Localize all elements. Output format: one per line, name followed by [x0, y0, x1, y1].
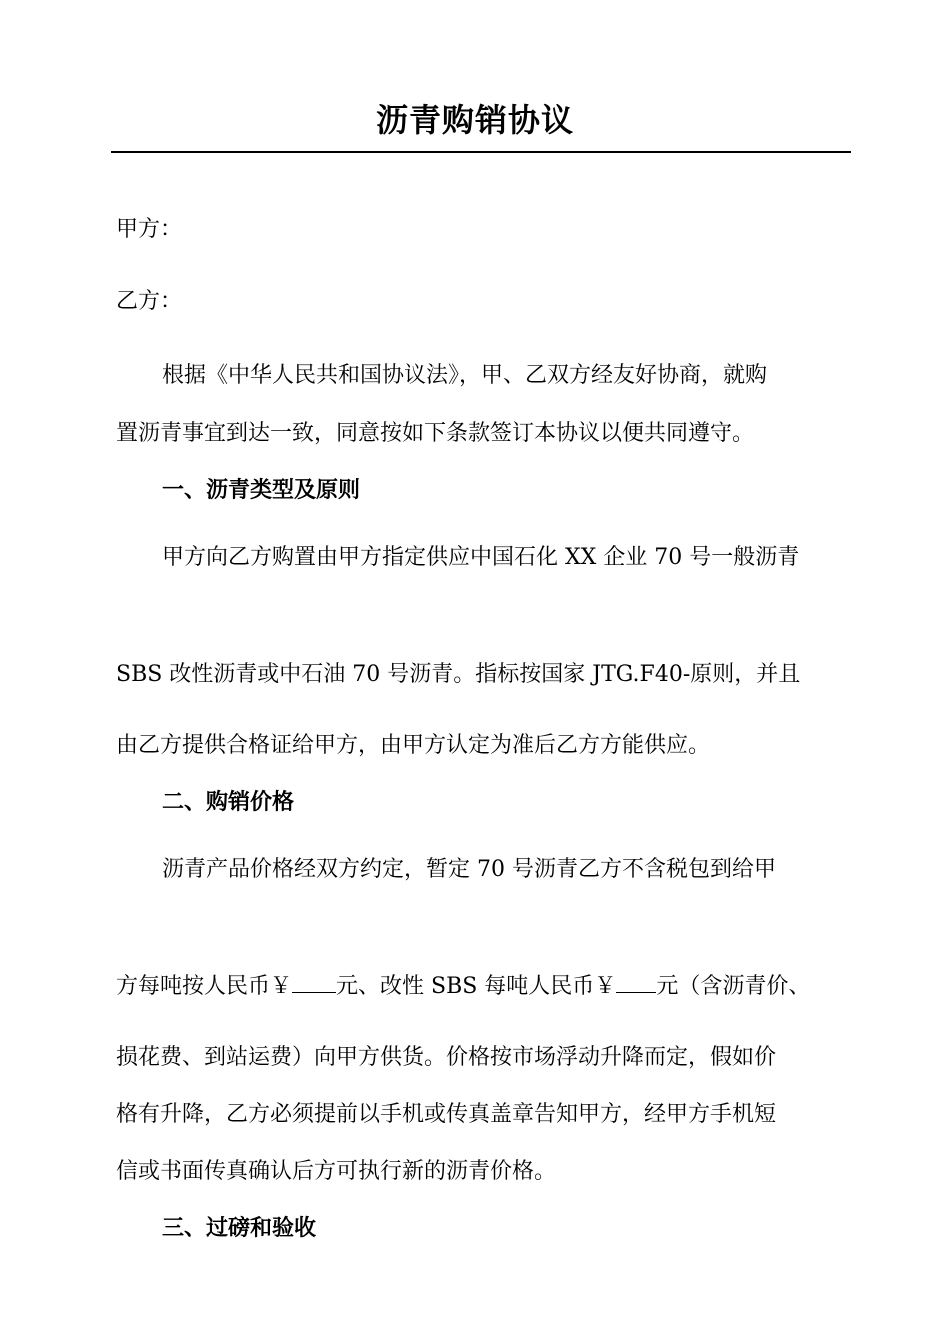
section-1-heading: 一、沥青类型及原则 [162, 478, 361, 503]
section-2-line-3: 格有升降，乙方必须提前以手机或传真盖章告知甲方，经甲方手机短 [116, 1102, 777, 1127]
price-text-part-2: 元、改性 SBS 每吨人民币￥ [336, 974, 617, 999]
intro-line-1: 根据《中华人民共和国协议法》，甲、乙双方经友好协商，就购 [162, 363, 768, 388]
document-title: 沥青购销协议 [375, 101, 574, 139]
section-1-line-1: 甲方向乙方购置由甲方指定供应中国石化 XX 企业 70 号一般沥青 [162, 545, 800, 570]
section-2-line-2: 损花费、到站运费）向甲方供货。价格按市场浮动升降而定，假如价 [116, 1045, 777, 1070]
price-text-part-3: 元（含沥青价、 [656, 974, 811, 999]
section-1-line-2: SBS 改性沥青或中石油 70 号沥青。指标按国家 JTG.F40-原则，并且 [116, 662, 801, 687]
price-blank-sbs [616, 974, 656, 993]
party-a-label: 甲方： [116, 217, 183, 242]
party-b-label: 乙方： [116, 289, 183, 314]
section-2-line-4: 信或书面传真确认后方可执行新的沥青价格。 [116, 1159, 557, 1184]
intro-line-2: 置沥青事宜到达一致，同意按如下条款签订本协议以便共同遵守。 [116, 421, 755, 446]
price-text-part-1: 方每吨按人民币￥ [116, 974, 293, 999]
section-2-price-line [116, 971, 810, 1003]
price-blank-asphalt [292, 974, 336, 993]
title-underline [111, 151, 851, 153]
section-2-heading: 二、购销价格 [162, 790, 295, 815]
section-3-heading: 三、过磅和验收 [162, 1216, 317, 1241]
section-1-line-3: 由乙方提供合格证给甲方，由甲方认定为准后乙方方能供应。 [116, 733, 711, 758]
section-2-line-1: 沥青产品价格经双方约定，暂定 70 号沥青乙方不含税包到给甲 [162, 857, 776, 882]
